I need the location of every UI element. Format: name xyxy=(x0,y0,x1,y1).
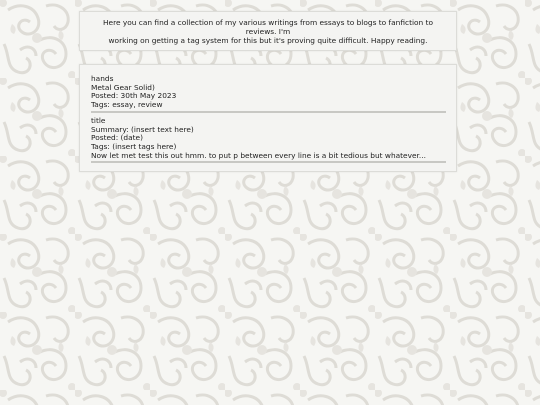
post-divider xyxy=(91,161,446,163)
post-tags: Tags: (insert tags here) xyxy=(91,141,177,151)
post-title[interactable]: hands xyxy=(91,74,114,83)
post-entry xyxy=(91,117,446,161)
post-date: Posted: 30th May 2023 xyxy=(91,91,177,101)
intro-text xyxy=(90,18,446,45)
post-title[interactable]: title xyxy=(91,115,106,125)
post-subtitle: Metal Gear Solid) xyxy=(91,82,155,92)
post-entry xyxy=(91,75,446,110)
intro-text-line-2: working on getting a tag system for this but it's proving quite difficult. Happy reading. xyxy=(108,35,428,45)
posts-panel xyxy=(79,64,457,172)
post-date: Posted: (date) xyxy=(91,133,143,143)
post-body: Now let met test this out hmm. to put p between every line is a bit tedious but whatever... xyxy=(91,150,426,160)
post-divider xyxy=(91,111,446,113)
intro-panel xyxy=(79,11,457,51)
post-tags: Tags: essay, review xyxy=(91,100,163,110)
intro-text-line-1: Here you can find a collection of my various writings from essays to blogs to fanfiction to reviews. I'm xyxy=(102,17,433,36)
post-summary: Summary: (insert text here) xyxy=(91,124,194,134)
